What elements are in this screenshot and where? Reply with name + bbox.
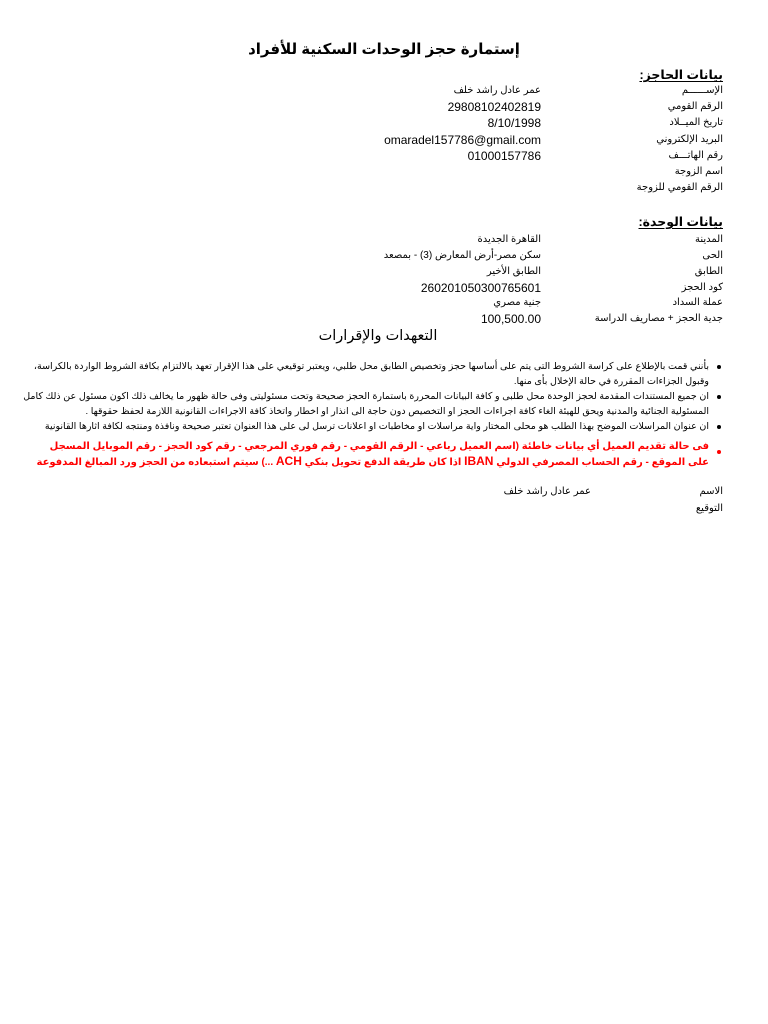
warning-notice <box>29 440 723 470</box>
field-label: الطابق <box>694 266 723 277</box>
applicant-row-wife-name <box>43 166 723 182</box>
field-label: رقم الهاتـــف <box>668 150 723 161</box>
field-value: 01000157786 <box>467 149 541 163</box>
field-value: سكن مصر-أرض المعارض (3) - بمصعد <box>383 250 541 261</box>
warning-text-2: اذا كان طريقة الدفع تحويل بنكي <box>301 457 465 468</box>
field-label: عملة السداد <box>672 297 723 308</box>
field-label: الحى <box>702 250 723 261</box>
field-value: omaradel157786@gmail.com <box>384 133 541 147</box>
field-label: الرقم القومي <box>667 101 723 112</box>
field-value: جنية مصري <box>493 297 541 308</box>
pledges-title <box>0 328 768 344</box>
unit-row-amount <box>43 313 723 329</box>
page-title: إستمارة حجز الوحدات السكنية للأفراد <box>248 41 520 58</box>
field-label: البريد الإلكتروني <box>656 134 723 145</box>
pledge-item: ان جميع المستندات المقدمة لحجز الوحدة محل طلبى و كافة البيانات المحررة باستمارة الحجز صحيحة وتحت مسئوليتى وفى حالة ظهور ما يخالف ذلك اكون مسئول عن ذلك كامل المسئولية الجنائية والمدنية ويحق للهيئة الغاء كافة اجراءات الحجز او التخصيص دون حاجة الى انذار او اخطار واتخاذ كافة الاجراءات القانونية اللازمة لحفظ حقوقها . <box>19 390 709 419</box>
warning-iban: IBAN <box>464 454 494 468</box>
footer-name-label: الاسم <box>699 486 723 497</box>
field-value: الطابق الأخير <box>486 266 541 277</box>
pledge-item: بأنني قمت بالإطلاع على كراسة الشروط التى يتم على أساسها حجز وتخصيص الطابق محل طلبي، ويعتبر توقيعي على هذا الإقرار تعهد بالالتزام بكافة الشروط الواردة بالكراسة، وقبول الجزاءات المقررة في حالة الإخلال بأى منها. <box>19 360 709 389</box>
applicant-row-email <box>43 134 723 150</box>
pledge-item: ان عنوان المراسلات الموضح بهذا الطلب هو محلى المختار واية مراسلات او مخاطبات او اعلانات ترسل لى على هذا العنوان تعتبر صحيحة ونافذة ومنتجه لكافة اثارها القانونية <box>19 420 709 435</box>
field-label: الإســــــم <box>681 85 723 96</box>
unit-row-city <box>43 234 723 250</box>
pledges-list <box>19 360 723 436</box>
footer-name-row <box>43 486 723 502</box>
warning-ach: ACH <box>275 454 302 468</box>
field-value: 29808102402819 <box>447 100 541 114</box>
field-value: عمر عادل راشد خلف <box>453 85 541 96</box>
applicant-row-national-id <box>43 101 723 117</box>
warning-text-3: ...) سيتم استبعاده من الحجز ورد المبالغ المدفوعة <box>36 457 276 468</box>
footer-signature-label: التوقيع <box>695 503 723 514</box>
field-value: 260201050300765601 <box>420 281 541 295</box>
field-value: القاهرة الجديدة <box>477 234 541 245</box>
applicant-row-wife-national-id <box>43 182 723 198</box>
applicant-row-birthdate <box>43 117 723 133</box>
warning-text-1: فى حالة تقديم العميل أي بيانات خاطئة (اسم العميل رباعي - الرقم القومي - رقم فوري المرجعي - رقم كود الحجز - رقم الموبايل المسجل على الموقع - رقم الحساب المصرفي الدولي <box>49 441 709 468</box>
field-label: المدينة <box>694 234 723 245</box>
field-value: 8/10/1998 <box>487 116 541 130</box>
footer-name-value: عمر عادل راشد خلف <box>503 486 591 497</box>
applicant-row-phone <box>43 150 723 166</box>
pledges-title-text: التعهدات والإقرارات <box>318 328 438 344</box>
field-label: كود الحجز <box>681 282 723 293</box>
footer-signature-row <box>43 503 723 519</box>
field-label: تاريخ الميــلاد <box>669 117 723 128</box>
field-label: الرقم القومي للزوجة <box>636 182 723 193</box>
unit-row-district <box>43 250 723 266</box>
unit-row-currency <box>43 297 723 313</box>
field-label: جدية الحجز + مصاريف الدراسة <box>594 313 723 324</box>
field-value: 100,500.00 <box>480 312 541 326</box>
field-label: اسم الزوجة <box>674 166 723 177</box>
applicant-row-name <box>43 85 723 101</box>
unit-section-heading: بيانات الوحدة: <box>638 215 723 229</box>
unit-row-reservation-code <box>43 282 723 298</box>
applicant-section-heading: بيانات الحاجز: <box>639 68 723 82</box>
unit-row-floor <box>43 266 723 282</box>
